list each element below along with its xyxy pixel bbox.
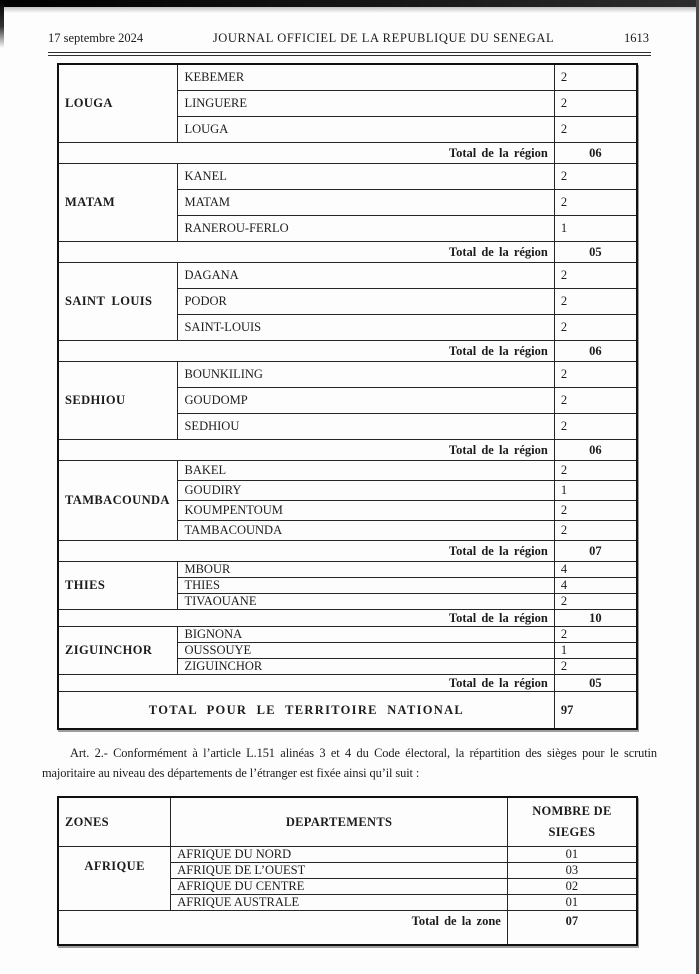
department-name: BAKEL [178, 461, 554, 481]
table-row [58, 263, 637, 289]
header-date: 17 septembre 2024 [48, 31, 144, 45]
region-name: LOUGA [58, 64, 178, 143]
table-row [58, 627, 637, 643]
region-total-label: Total de la région [58, 242, 554, 263]
seat-count: 2 [554, 501, 637, 521]
page-number: 1613 [623, 31, 649, 45]
region-total-label: Total de la région [58, 341, 554, 362]
table-row [58, 64, 637, 91]
region-total-value: 05 [554, 242, 637, 263]
department-name: LOUGA [178, 117, 554, 143]
department-name: TAMBACOUNDA [178, 521, 554, 541]
region-total-row [58, 242, 637, 263]
page-header [48, 31, 649, 46]
region-total-row [58, 440, 637, 461]
seat-count: 2 [554, 263, 637, 289]
department-name: THIES [178, 578, 554, 594]
seat-count: 4 [554, 578, 637, 594]
seat-count: 2 [554, 362, 637, 388]
national-total-value: 97 [554, 692, 637, 730]
region-total-value: 06 [554, 143, 637, 164]
department-name: MATAM [178, 190, 554, 216]
top-scan-bar [0, 0, 699, 7]
region-total-label: Total de la région [58, 610, 554, 627]
zone-department-name: AFRIQUE DU NORD [171, 847, 508, 863]
department-name: BOUNKILING [178, 362, 554, 388]
region-total-row [58, 341, 637, 362]
zone-department-name: AFRIQUE DU CENTRE [171, 879, 508, 895]
zone-seat-count: 01 [507, 895, 637, 911]
header-rule [48, 52, 651, 56]
table-row [58, 847, 637, 863]
zone-seat-count: 01 [507, 847, 637, 863]
region-total-value: 06 [554, 341, 637, 362]
department-name: GOUDIRY [178, 481, 554, 501]
article-2-paragraph: Art. 2.- Conformément à l’article L.151 alinéas 3 et 4 du Code électoral, la répartition des sièges pour le scrutin majoritaire au niveau des départements de l’étranger est fixée ainsi qu’il suit : [42, 746, 657, 780]
region-total-label: Total de la région [58, 440, 554, 461]
sieges-column-header [507, 797, 637, 847]
sieges-header-line2: SIEGES [548, 825, 596, 840]
region-total-value: 10 [554, 610, 637, 627]
department-name: LINGUERE [178, 91, 554, 117]
zones-header-row [58, 797, 637, 847]
department-name: KEBEMER [178, 64, 554, 91]
department-name: TIVAOUANE [178, 594, 554, 610]
department-name: RANEROU-FERLO [178, 216, 554, 242]
zone-seat-count: 02 [507, 879, 637, 895]
seat-count: 2 [554, 521, 637, 541]
department-name: SEDHIOU [178, 414, 554, 440]
region-name: THIES [58, 562, 178, 610]
region-total-row [58, 610, 637, 627]
department-name: PODOR [178, 289, 554, 315]
seat-count: 2 [554, 91, 637, 117]
sieges-header-line1: NOMBRE DE [532, 804, 612, 819]
table-row [58, 562, 637, 578]
department-name: KOUMPENTOUM [178, 501, 554, 521]
region-total-row [58, 541, 637, 562]
table-row [58, 461, 637, 481]
region-name: MATAM [58, 164, 178, 242]
department-name: SAINT-LOUIS [178, 315, 554, 341]
zones-column-header: ZONES [58, 797, 171, 847]
region-total-label: Total de la région [58, 541, 554, 562]
department-name: OUSSOUYE [178, 643, 554, 659]
national-total-label: TOTAL POUR LE TERRITOIRE NATIONAL [58, 692, 554, 730]
table-row [58, 362, 637, 388]
department-name: MBOUR [178, 562, 554, 578]
seat-count: 1 [554, 216, 637, 242]
zone-total-row [58, 911, 637, 946]
seat-count: 2 [554, 164, 637, 190]
regions-seats-table [57, 63, 638, 730]
region-name: SEDHIOU [58, 362, 178, 440]
region-total-row [58, 143, 637, 164]
region-total-value: 07 [554, 541, 637, 562]
region-total-value: 05 [554, 675, 637, 692]
seat-count: 2 [554, 289, 637, 315]
region-total-row [58, 675, 637, 692]
seat-count: 2 [554, 659, 637, 675]
region-name: ZIGUINCHOR [58, 627, 178, 675]
department-name: BIGNONA [178, 627, 554, 643]
left-scan-mark [0, 0, 4, 48]
zones-seats-table [57, 796, 638, 946]
seat-count: 2 [554, 594, 637, 610]
department-name: ZIGUINCHOR [178, 659, 554, 675]
seat-count: 2 [554, 64, 637, 91]
seat-count: 4 [554, 562, 637, 578]
seat-count: 2 [554, 315, 637, 341]
table-row [58, 164, 637, 190]
top-scan-shadow [0, 7, 699, 13]
department-name: GOUDOMP [178, 388, 554, 414]
journal-title: JOURNAL OFFICIEL DE LA REPUBLIQUE DU SENEGAL [212, 31, 555, 45]
seat-count: 2 [554, 414, 637, 440]
department-name: KANEL [178, 164, 554, 190]
zone-department-name: AFRIQUE DE L’OUEST [171, 863, 508, 879]
seat-count: 2 [554, 190, 637, 216]
national-total-row [58, 692, 637, 730]
seat-count: 2 [554, 117, 637, 143]
seat-count: 2 [554, 627, 637, 643]
zone-total-value: 07 [507, 911, 637, 946]
region-total-label: Total de la région [58, 143, 554, 164]
region-total-label: Total de la région [58, 675, 554, 692]
region-name: SAINT LOUIS [58, 263, 178, 341]
seat-count: 2 [554, 461, 637, 481]
department-name: DAGANA [178, 263, 554, 289]
zone-seat-count: 03 [507, 863, 637, 879]
zone-name: AFRIQUE [58, 847, 171, 911]
seat-count: 1 [554, 643, 637, 659]
zone-total-label: Total de la zone [58, 911, 507, 946]
departements-column-header: DEPARTEMENTS [171, 797, 508, 847]
region-total-value: 06 [554, 440, 637, 461]
seat-count: 1 [554, 481, 637, 501]
zone-department-name: AFRIQUE AUSTRALE [171, 895, 508, 911]
region-name: TAMBACOUNDA [58, 461, 178, 541]
seat-count: 2 [554, 388, 637, 414]
